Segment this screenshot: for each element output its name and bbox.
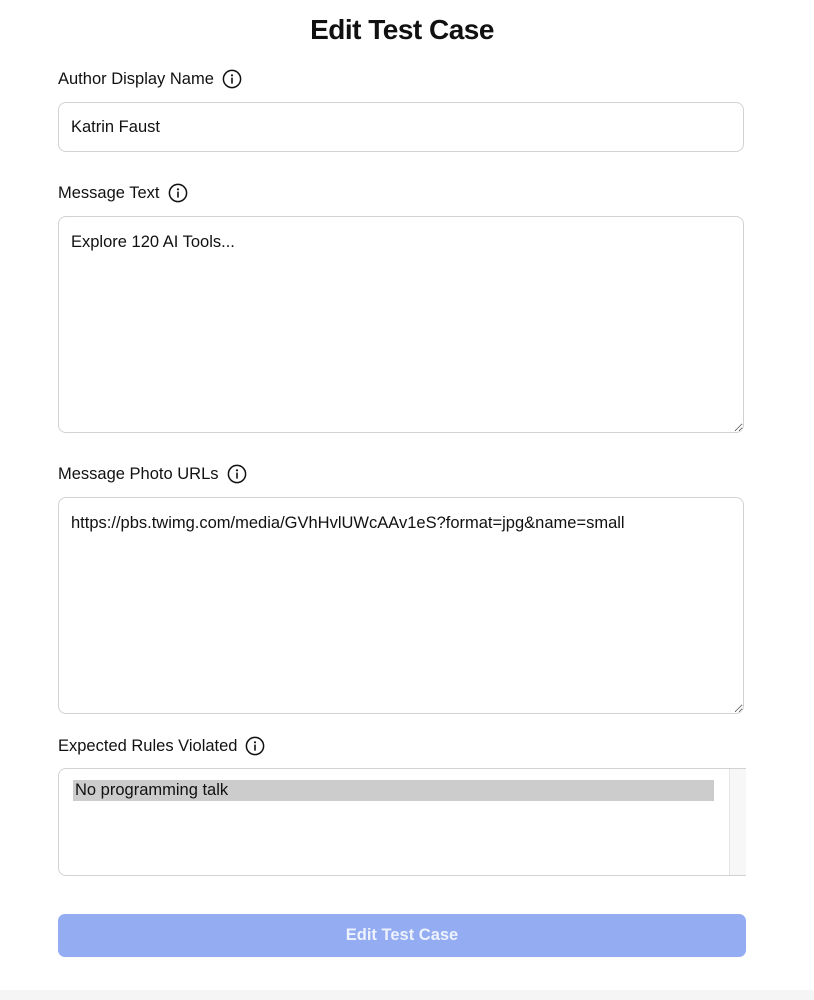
author-display-name-input[interactable] xyxy=(58,102,744,152)
photo-urls-label: Message Photo URLs xyxy=(58,464,219,483)
info-icon[interactable] xyxy=(168,183,188,203)
info-icon[interactable] xyxy=(222,69,242,89)
rules-label: Expected Rules Violated xyxy=(58,736,238,755)
listbox-scrollbar[interactable] xyxy=(729,769,746,875)
info-icon[interactable] xyxy=(227,464,247,484)
page-title: Edit Test Case xyxy=(310,14,494,45)
photo-urls-label-row xyxy=(58,464,247,484)
message-text-label: Message Text xyxy=(58,183,160,202)
message-text-label-row xyxy=(58,183,188,203)
info-icon[interactable] xyxy=(245,736,265,756)
photo-urls-textarea[interactable] xyxy=(58,497,744,714)
rule-option-selected[interactable]: No programming talk xyxy=(73,780,714,801)
author-label: Author Display Name xyxy=(58,69,214,88)
author-label-row xyxy=(58,69,242,89)
rules-multiselect[interactable] xyxy=(58,768,746,876)
rules-label-row xyxy=(58,736,265,756)
message-text-textarea[interactable] xyxy=(58,216,744,433)
edit-test-case-button[interactable]: Edit Test Case xyxy=(58,914,746,957)
page-footer-strip xyxy=(0,990,814,1000)
